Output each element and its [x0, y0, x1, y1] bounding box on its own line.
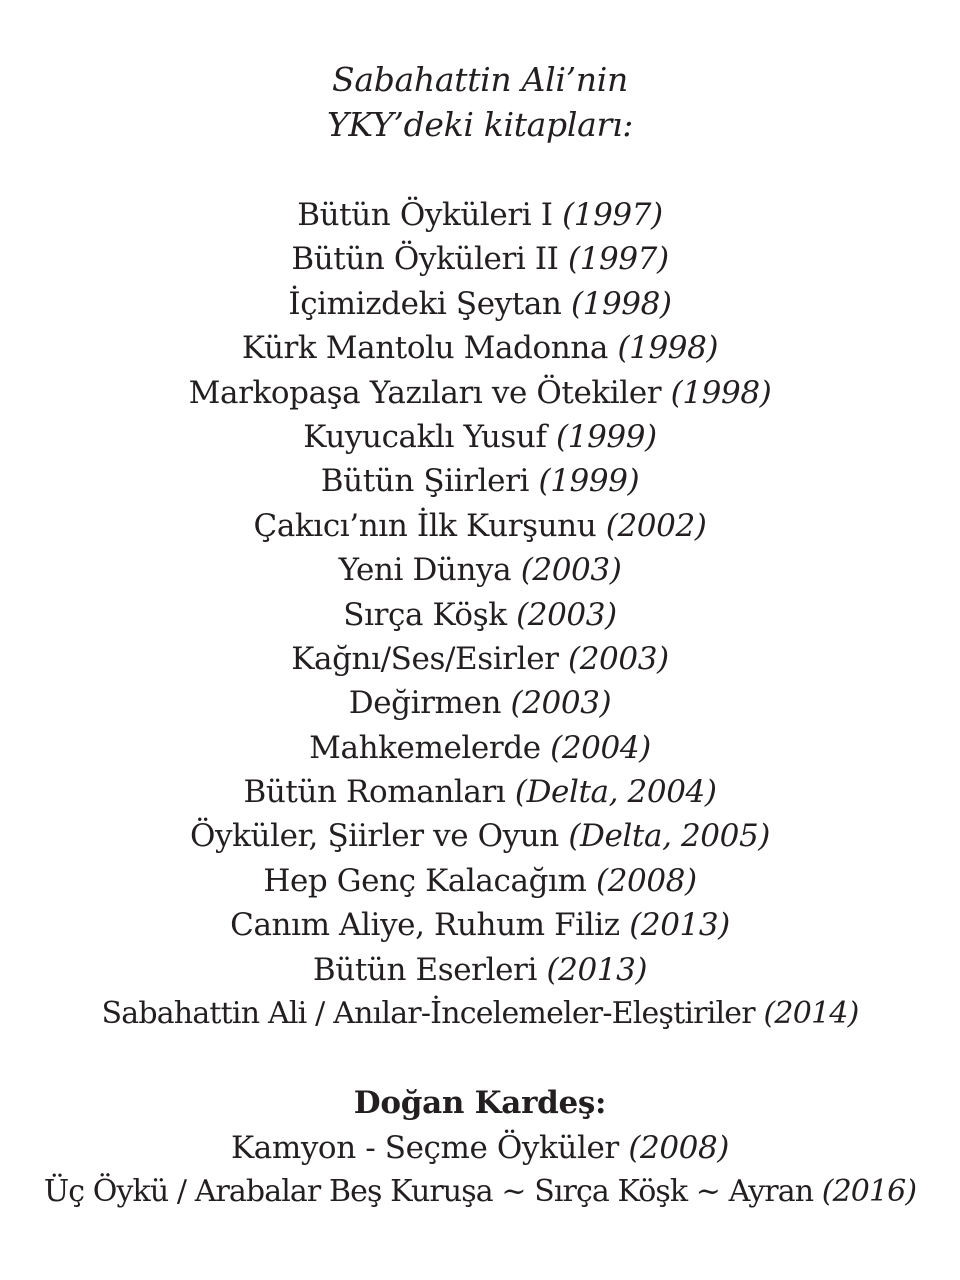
book-title: Çakıcı’nın İlk Kurşunu [253, 507, 597, 544]
book-year: (2003) [520, 552, 622, 589]
book-year: (2008) [596, 862, 697, 899]
book-item [0, 593, 960, 637]
book-item [0, 504, 960, 548]
book-item [0, 282, 960, 326]
book-title: Canım Aliye, Ruhum Filiz [230, 907, 620, 944]
dogan-kardes-book-list [0, 1126, 960, 1215]
book-year: (2002) [605, 507, 707, 544]
book-item [0, 814, 960, 858]
book-item [0, 637, 960, 681]
book-item [0, 726, 960, 770]
book-year: (1998) [670, 374, 772, 411]
book-year: (1999) [556, 418, 657, 455]
book-title: Kürk Mantolu Madonna [241, 330, 608, 367]
book-title: Bütün Şiirleri [320, 463, 530, 500]
book-item [0, 237, 960, 281]
book-year: (1998) [570, 285, 672, 322]
book-year: (2008) [628, 1130, 729, 1166]
book-title: Kuyucaklı Yusuf [303, 418, 547, 455]
book-title: Kağnı/Ses/Esirler [291, 640, 559, 677]
book-title: Kamyon - Seçme Öyküler [230, 1130, 619, 1166]
book-title: İçimizdeki Şeytan [288, 285, 562, 322]
book-year: (2003) [516, 596, 617, 633]
heading-author: Sabahattin Ali’nin [332, 60, 628, 99]
book-year: (2003) [510, 685, 612, 722]
book-year: (1997) [562, 197, 663, 233]
book-year: (2016) [821, 1174, 917, 1210]
book-title: Üç Öykü / Arabalar Beş Kuruşa ~ Sırça Köşk ~ Ayran [43, 1174, 814, 1210]
book-title: Markopaşa Yazıları ve Ötekiler [188, 374, 662, 411]
book-title: Bütün Öyküleri I [297, 197, 553, 233]
book-title: Bütün Romanları [243, 774, 506, 811]
book-title: Bütün Öyküleri II [291, 241, 559, 278]
book-title: Sırça Köşk [343, 596, 507, 633]
book-item [0, 326, 960, 370]
book-item [0, 948, 960, 992]
book-item [0, 903, 960, 947]
dogan-kardes-heading: Doğan Kardeş: [353, 1085, 607, 1121]
book-item [0, 681, 960, 725]
heading-publisher-books: YKY’deki kitapları: [326, 105, 634, 144]
book-item [0, 859, 960, 903]
book-title: Yeni Dünya [338, 552, 512, 589]
book-item [0, 992, 960, 1036]
book-year: (1998) [617, 330, 719, 367]
book-year: (2014) [763, 996, 859, 1032]
book-item [0, 193, 960, 237]
book-year: (2013) [629, 907, 730, 944]
book-year: (1999) [538, 463, 640, 500]
book-item [0, 548, 960, 592]
book-year: (2013) [546, 951, 648, 988]
book-title: Öyküler, Şiirler ve Oyun [190, 818, 559, 855]
book-item [0, 1170, 960, 1214]
book-year: (2004) [550, 729, 651, 766]
book-item [0, 1126, 960, 1170]
book-item [0, 459, 960, 503]
book-title: Değirmen [348, 685, 502, 722]
book-year: (2003) [568, 640, 669, 677]
book-year: (1997) [568, 241, 669, 278]
book-item [0, 371, 960, 415]
book-year: (Delta, 2005) [568, 818, 770, 855]
book-year: (Delta, 2004) [514, 774, 717, 811]
book-title: Sabahattin Ali / Anılar-İncelemeler-Eleştiriler [101, 996, 755, 1032]
yky-book-list [0, 193, 960, 1036]
book-title: Mahkemelerde [309, 729, 541, 766]
book-item [0, 415, 960, 459]
book-item [0, 770, 960, 814]
book-title: Bütün Eserleri [312, 951, 537, 988]
book-title: Hep Genç Kalacağım [263, 862, 587, 899]
